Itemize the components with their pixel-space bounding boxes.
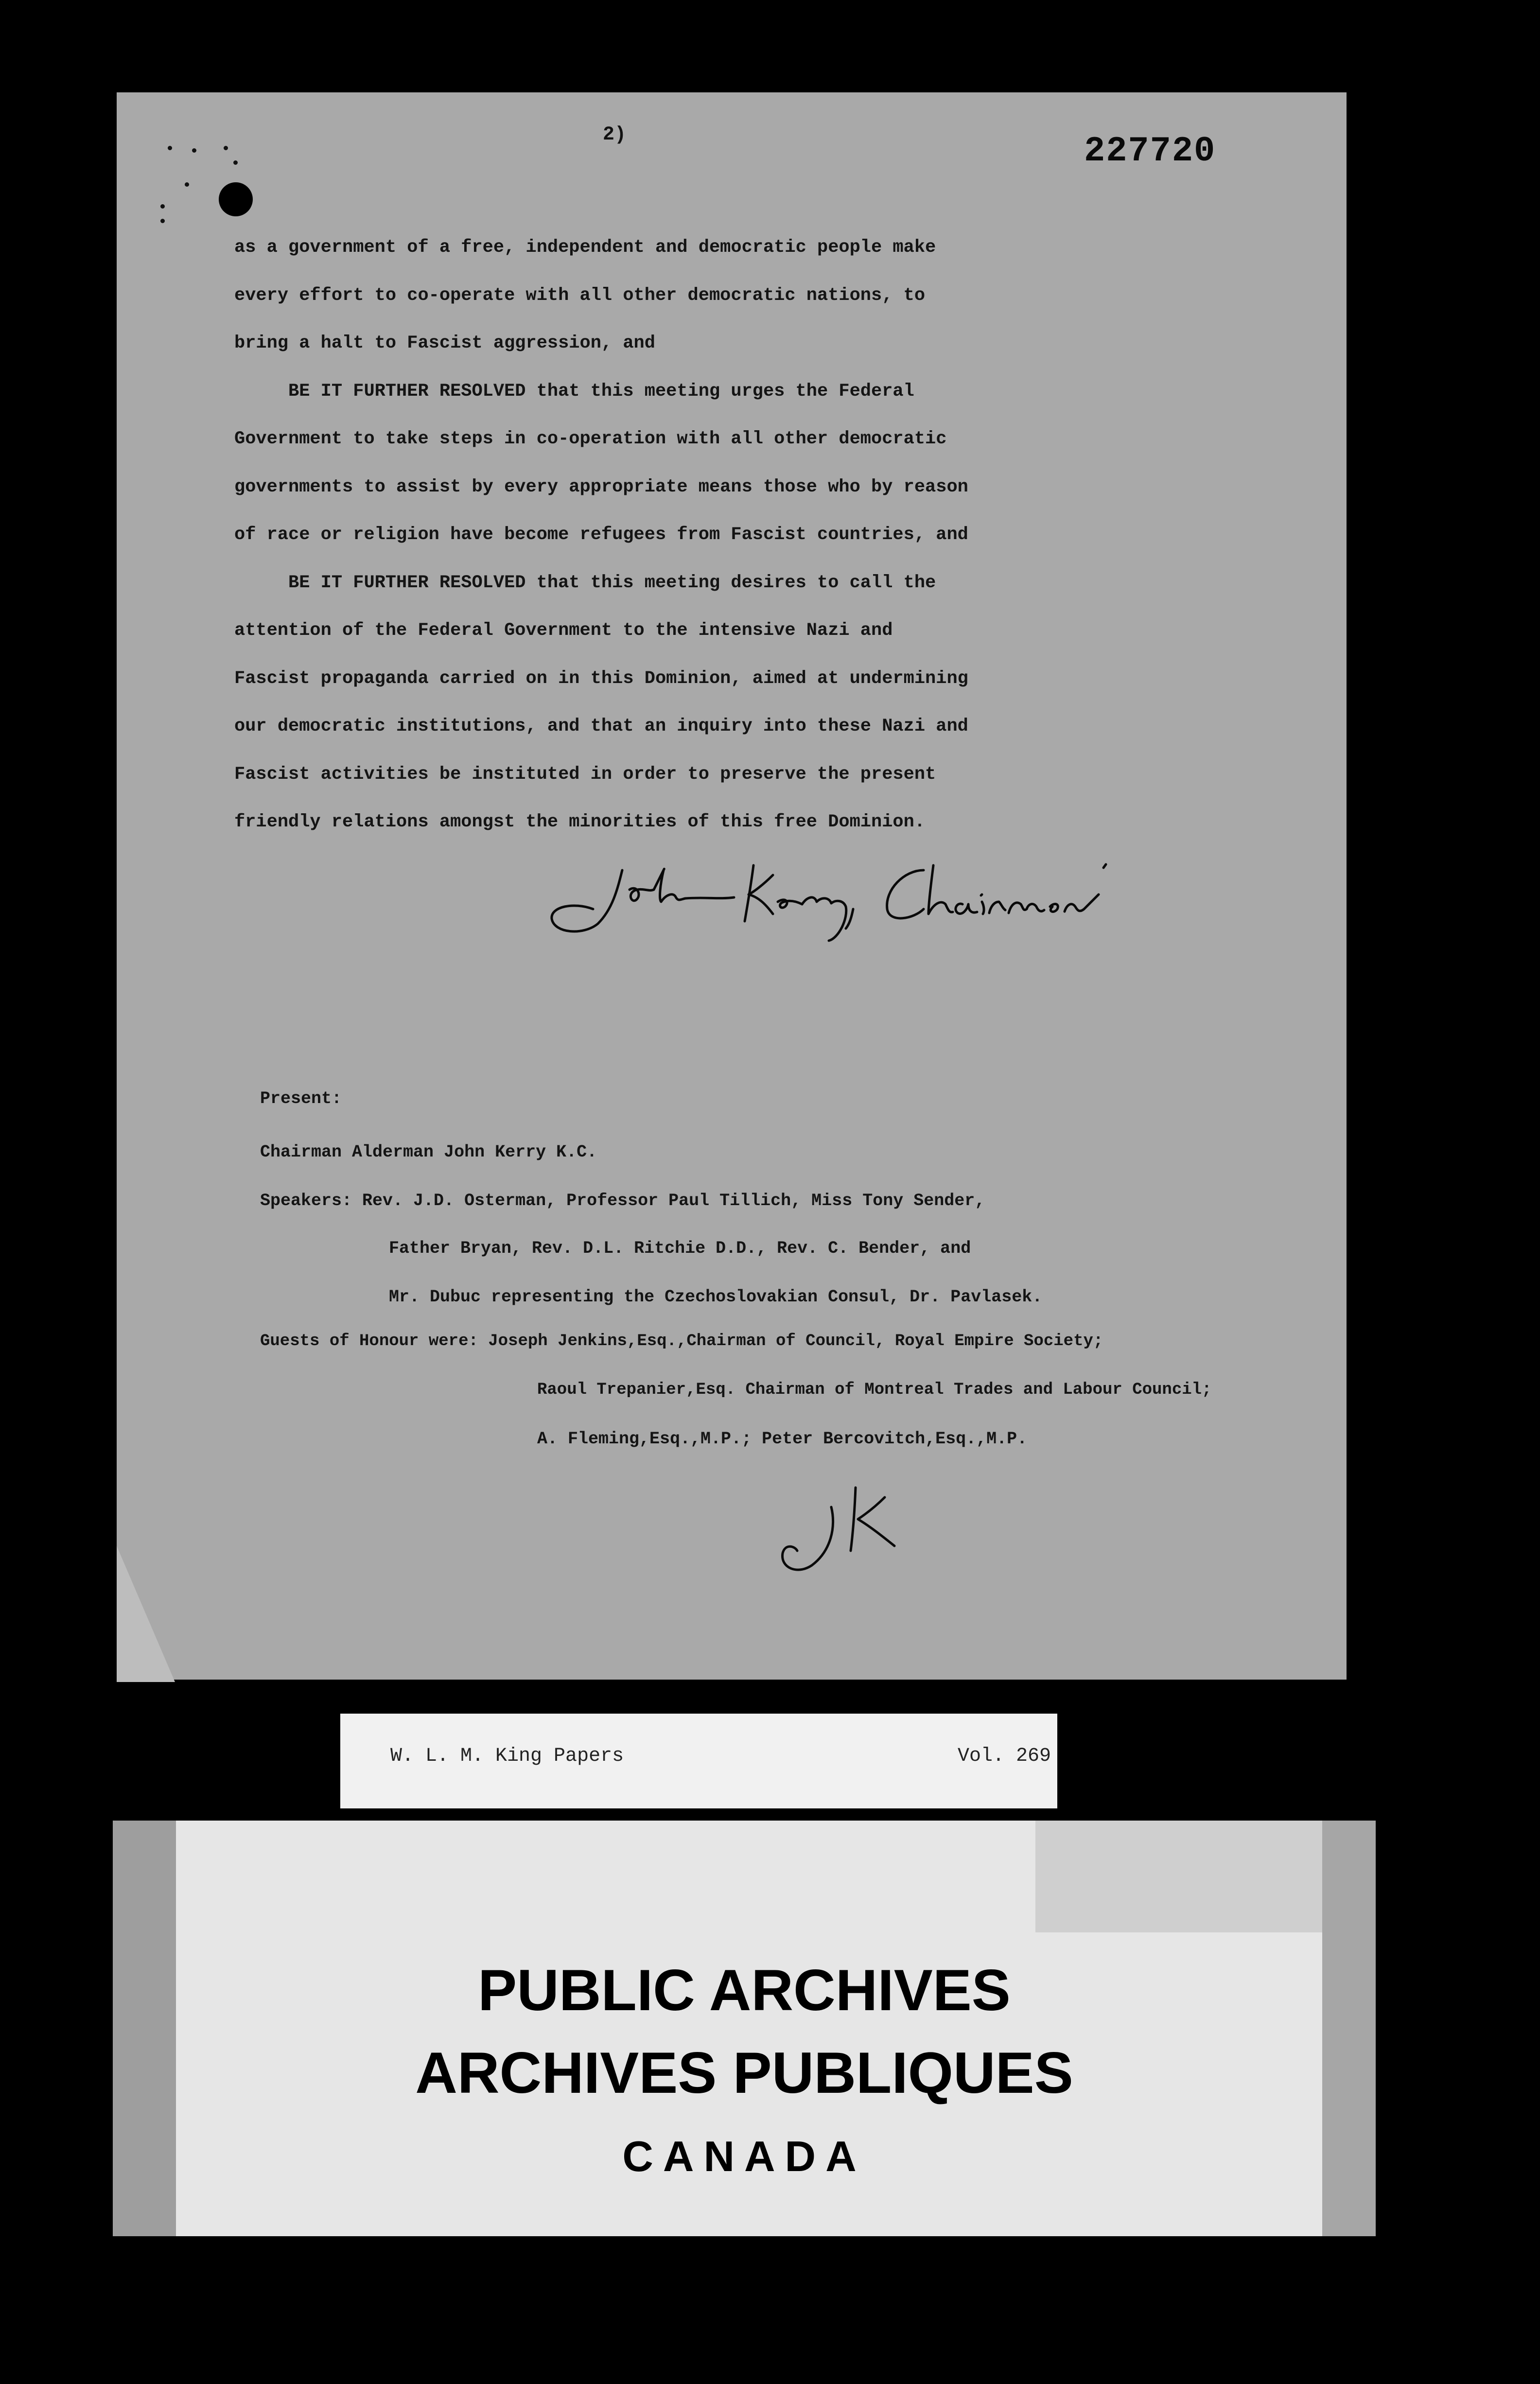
speck-mark	[224, 146, 228, 150]
document-number: 227720	[1084, 131, 1216, 171]
body-line: of race or religion have become refugees from Fascist countries, and	[234, 525, 968, 545]
speck-mark	[160, 219, 165, 223]
speck-mark	[160, 204, 165, 209]
body-line: as a government of a free, independent and democratic people make	[234, 237, 936, 258]
stamp-title-english: PUBLIC ARCHIVES	[478, 1958, 1011, 2023]
folded-corner	[117, 1546, 175, 1682]
guests-line: Guests of Honour were: Joseph Jenkins,Esq.,Chairman of Council, Royal Empire Society;	[260, 1332, 1103, 1350]
punch-hole	[219, 182, 253, 216]
body-line: Fascist propaganda carried on in this Dominion, aimed at undermining	[234, 668, 968, 689]
chairman-line: Chairman Alderman John Kerry K.C.	[260, 1142, 597, 1162]
collection-name: W. L. M. King Papers	[390, 1745, 624, 1767]
body-line: Fascist activities be instituted in order to preserve the present	[234, 764, 936, 785]
stamp-country: CANADA	[622, 2132, 866, 2180]
body-line: governments to assist by every appropriate means those who by reason	[234, 476, 968, 497]
signature-graphic	[544, 856, 1147, 943]
speakers-line: Speakers: Rev. J.D. Osterman, Professor Paul Tillich, Miss Tony Sender,	[260, 1191, 985, 1210]
chairman-signature	[544, 856, 1147, 943]
attendance-list	[260, 1089, 1347, 1449]
guests-line: A. Fleming,Esq.,M.P.; Peter Bercovitch,Esq.,M.P.	[537, 1429, 1028, 1449]
speck-mark	[192, 148, 196, 153]
body-line: BE IT FURTHER RESOLVED that this meeting desires to call the	[234, 572, 936, 593]
present-label: Present:	[260, 1089, 342, 1108]
stamp-title-french: ARCHIVES PUBLIQUES	[415, 2040, 1073, 2105]
body-line: Government to take steps in co-operation with all other democratic	[234, 429, 947, 449]
handwritten-initials	[773, 1478, 928, 1587]
initials-graphic	[773, 1478, 928, 1585]
speakers-line: Mr. Dubuc representing the Czechoslovakian Consul, Dr. Pavlasek.	[389, 1287, 1043, 1307]
speck-mark	[233, 160, 238, 165]
speakers-line: Father Bryan, Rev. D.L. Ritchie D.D., Rev. C. Bender, and	[389, 1239, 971, 1258]
body-line: attention of the Federal Government to the intensive Nazi and	[234, 620, 893, 641]
body-line: BE IT FURTHER RESOLVED that this meeting urges the Federal	[234, 381, 914, 402]
card-tear	[1035, 1821, 1322, 1932]
body-line: our democratic institutions, and that an inquiry into these Nazi and	[234, 716, 968, 736]
body-line: bring a halt to Fascist aggression, and	[234, 333, 655, 353]
speck-mark	[168, 146, 172, 150]
page-number: 2)	[603, 124, 627, 146]
guests-line: Raoul Trepanier,Esq. Chairman of Montreal Trades and Labour Council;	[537, 1381, 1212, 1399]
speck-mark	[185, 182, 189, 187]
archive-tab	[340, 1714, 1057, 1808]
volume-number: Vol. 269	[958, 1745, 1051, 1767]
body-line: friendly relations amongst the minorities of this free Dominion.	[234, 812, 926, 832]
body-line: every effort to co-operate with all other democratic nations, to	[234, 285, 926, 306]
resolution-text	[234, 224, 1294, 846]
